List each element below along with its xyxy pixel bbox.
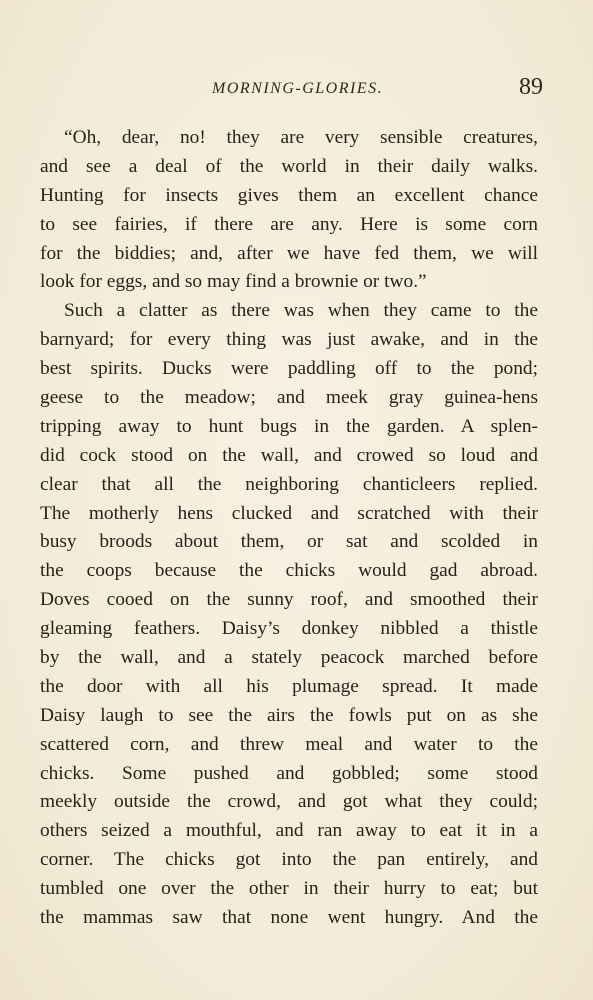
- text-line: and see a deal of the world in their daily walks.: [40, 155, 538, 177]
- text-line: tumbled one over the other in their hurry to eat; but: [40, 878, 538, 900]
- text-line: geese to the meadow; and meek gray guinea-hens: [40, 387, 538, 409]
- paragraph: [40, 297, 538, 933]
- text-line: Hunting for insects gives them an excellent chance: [40, 184, 538, 206]
- text-line: the mammas saw that none went hungry. And the: [40, 907, 538, 929]
- text-line: others seized a mouthful, and ran away to eat it in a: [40, 820, 538, 842]
- text-line: look for eggs, and so may find a brownie or two.”: [40, 271, 427, 293]
- text-line: best spirits. Ducks were paddling off to the pond;: [40, 358, 538, 380]
- page-number: 89: [519, 74, 543, 100]
- text-line: Doves cooed on the sunny roof, and smoothed their: [40, 589, 538, 611]
- text-line: scattered corn, and threw meal and water to the: [40, 733, 538, 755]
- text-line: gleaming feathers. Daisy’s donkey nibbled a thistle: [40, 618, 538, 640]
- text-line: clear that all the neighboring chanticleers replied.: [40, 473, 538, 495]
- text-line: “Oh, dear, no! they are very sensible creatures,: [64, 127, 538, 148]
- page-header: [40, 76, 543, 106]
- paragraph: [40, 124, 538, 297]
- text-line: did cock stood on the wall, and crowed so loud and: [40, 444, 538, 466]
- text-line: tripping away to hunt bugs in the garden. A splen-: [40, 415, 538, 437]
- running-head: MORNING-GLORIES.: [212, 80, 384, 97]
- text-line: barnyard; for every thing was just awake, and in the: [40, 329, 538, 351]
- text-line: by the wall, and a stately peacock marched before: [40, 647, 538, 669]
- text-line: corner. The chicks got into the pan entirely, and: [40, 849, 538, 871]
- text-line: chicks. Some pushed and gobbled; some stood: [40, 762, 538, 784]
- text-line: meekly outside the crowd, and got what they could;: [40, 791, 538, 813]
- text-line: The motherly hens clucked and scratched with their: [40, 502, 538, 524]
- text-line: Such a clatter as there was when they came to the: [64, 300, 538, 322]
- text-line: Daisy laugh to see the airs the fowls put on as she: [40, 704, 538, 726]
- text-line: to see fairies, if there are any. Here is some corn: [40, 213, 538, 235]
- text-line: the coops because the chicks would gad abroad.: [40, 560, 538, 582]
- body-text: [40, 124, 538, 933]
- text-line: for the biddies; and, after we have fed them, we will: [40, 242, 538, 264]
- text-line: the door with all his plumage spread. It made: [40, 675, 538, 697]
- text-line: busy broods about them, or sat and scolded in: [40, 531, 538, 553]
